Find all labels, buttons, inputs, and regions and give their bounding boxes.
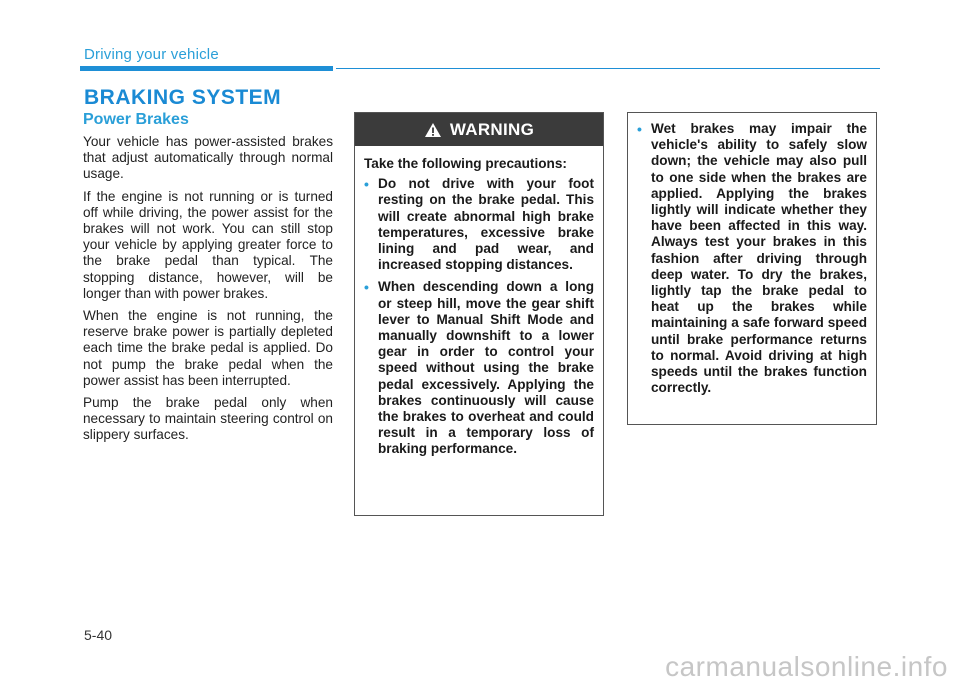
power-brakes-heading: Power Brakes	[83, 111, 189, 128]
list-item-text: Wet brakes may impair the vehicle's ability to safely slow down; the vehicle may also pull to one side when the brakes are applied. Applying the brakes lightly will indicate whether they have been affected in this way. Always test your brakes in this fashion after driving through deep water. To dry the brakes, lightly tap the brake pedal to heat up the brakes while maintaining a safe forward speed until brake performance returns to normal. Avoid driving at high speeds until the brakes function correctly.	[651, 121, 867, 396]
list-item	[364, 279, 594, 457]
watermark: carmanualsonline.info	[665, 651, 948, 682]
list-item-text: When descending down a long or steep hill, move the gear shift lever to Manual Shift Mode and manually downshift to a lower gear in order to control your speed without using the brake pedal excessively. Applying the brakes continuously will cause the brakes to overheat and could result in a temporary loss of braking performance.	[378, 279, 594, 457]
warning-label: WARNING	[449, 119, 535, 139]
power-brakes-column	[83, 110, 333, 450]
list-item	[364, 176, 594, 273]
header-rule-thin	[336, 68, 880, 69]
warning-box	[354, 112, 604, 516]
warning-triangle-icon	[424, 122, 442, 138]
paragraph: If the engine is not running or is turned off while driving, the power assist for the brakes will not work. You can still stop your vehicle by applying greater force to the brake pedal than typical. The stopping distance, however, will be longer than with power brakes.	[83, 188, 333, 301]
bullet-icon: •	[364, 279, 369, 296]
warning-header	[355, 113, 603, 146]
bullet-icon: •	[364, 176, 369, 193]
list-item	[637, 121, 867, 396]
warning-list	[364, 176, 594, 457]
header-rule-thick	[80, 66, 333, 71]
list-item-text: Do not drive with your foot resting on the brake pedal. This will create abnormal high brake temperatures, excessive brake lining and pad wear, and increased stopping distances.	[378, 176, 594, 273]
paragraph: Pump the brake pedal only when necessary to maintain steering control on slippery surfaces.	[83, 395, 333, 443]
warning-continued-box	[627, 112, 877, 425]
continued-list	[637, 121, 867, 396]
page-number: 5-40	[84, 627, 113, 643]
section-label: Driving your vehicle	[84, 46, 219, 63]
warning-intro: Take the following precautions:	[364, 156, 567, 171]
chapter-title: BRAKING SYSTEM	[84, 86, 282, 109]
paragraph: Your vehicle has power-assisted brakes that adjust automatically through normal usage.	[83, 134, 333, 182]
paragraph: When the engine is not running, the reserve brake power is partially depleted each time the brake pedal is applied. Do not pump the brake pedal when the power assist has been interrupted.	[83, 308, 333, 388]
warning-body	[355, 146, 603, 458]
bullet-icon: •	[637, 121, 642, 137]
